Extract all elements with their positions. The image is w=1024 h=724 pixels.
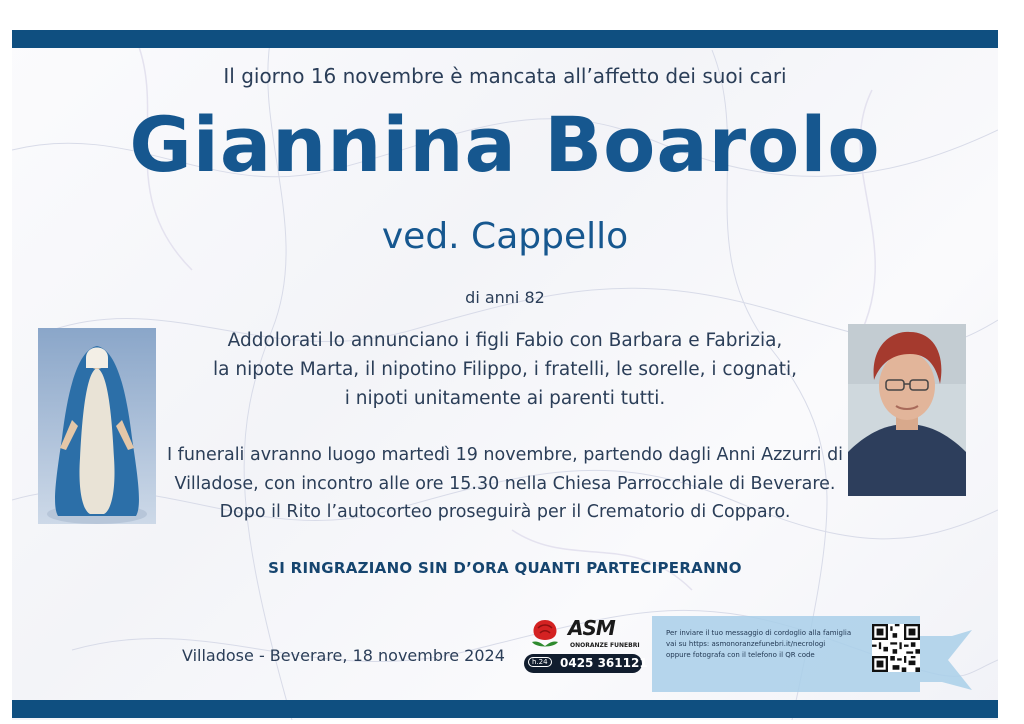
funeral-line: Dopo il Rito l’autocorteo proseguirà per il Crematorio di Copparo. bbox=[219, 502, 791, 522]
age-text: di anni 82 bbox=[465, 288, 545, 307]
banner-line: Per inviare il tuo messaggio di cordoglio alla famiglia bbox=[666, 629, 852, 637]
qr-code-icon[interactable] bbox=[872, 624, 920, 672]
bottom-border-bar bbox=[12, 700, 998, 718]
intro-text: Il giorno 16 novembre è mancata all’affetto dei suoi cari bbox=[223, 64, 787, 88]
widow-of: ved. Cappello bbox=[381, 216, 629, 257]
portrait-photo bbox=[848, 324, 966, 496]
banner-line: oppure fotografa con il telefono il QR code bbox=[666, 651, 815, 659]
funeral-home-logo bbox=[522, 616, 648, 676]
banner-text bbox=[666, 628, 866, 661]
funeral-line: Villadose, con incontro alle ore 15.30 nella Chiesa Parrocchiale di Beverare. bbox=[174, 473, 836, 494]
banner-line: vai su https: asmonoranzefunebri.it/necrologi bbox=[666, 640, 826, 648]
logo-subtitle: ONORANZE FUNEBRI bbox=[570, 642, 640, 649]
top-border-bar bbox=[12, 30, 998, 48]
madonna-image bbox=[38, 328, 156, 524]
funeral-line: I funerali avranno luogo martedì 19 novembre, partendo dagli Anni Azzurri di bbox=[166, 445, 844, 465]
rose-icon bbox=[528, 616, 562, 650]
logo-brand: ASM bbox=[568, 616, 615, 640]
phone-number: 0425 361121 bbox=[560, 656, 648, 670]
announcement-line: la nipote Marta, il nipotino Filippo, i fratelli, le sorelle, i cognati, bbox=[213, 359, 797, 380]
thanks-text: SI RINGRAZIANO SIN D’ORA QUANTI PARTECIPERANNO bbox=[268, 559, 742, 577]
announcement-line: i nipoti unitamente ai parenti tutti. bbox=[344, 388, 666, 409]
place-date: Villadose - Beverare, 18 novembre 2024 bbox=[182, 646, 505, 665]
deceased-name: Giannina Boarolo bbox=[129, 100, 881, 189]
h24-badge: h.24 bbox=[528, 657, 552, 667]
announcement-line: Addolorati lo annunciano i figli Fabio con Barbara e Fabrizia, bbox=[227, 330, 783, 351]
